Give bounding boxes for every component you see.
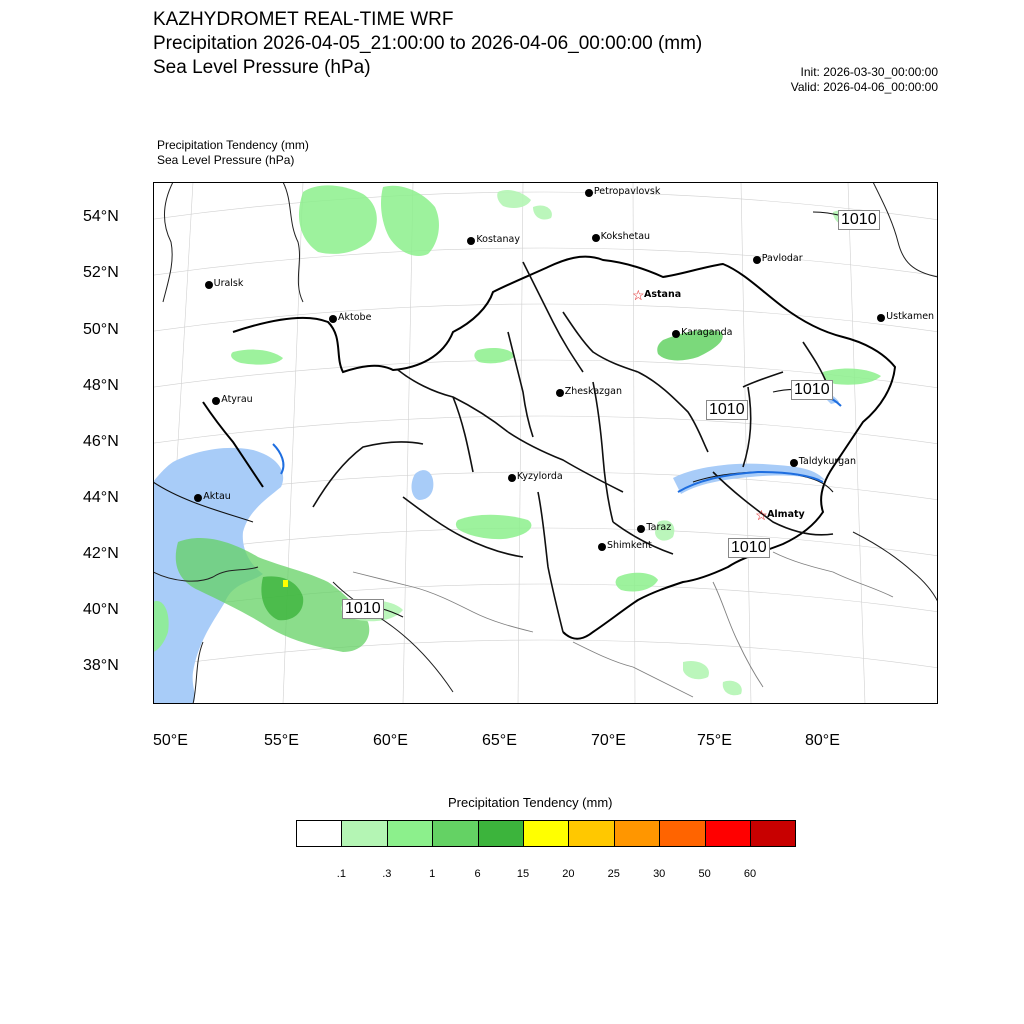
city-label-shimkent: Shimkent	[606, 540, 652, 552]
isobar-label-aral: 1010	[342, 599, 384, 619]
lat-label-42: 42°N	[83, 545, 119, 562]
colorbar-swatch	[341, 820, 387, 847]
lon-label-65: 65°E	[482, 732, 517, 749]
colorbar-label: 50	[698, 868, 711, 880]
neighbor-borders	[353, 552, 893, 697]
precip-kostanay	[474, 348, 515, 363]
colorbar-swatch	[705, 820, 751, 847]
precip-north-2	[381, 186, 439, 256]
city-label-kostanay: Kostanay	[476, 234, 520, 246]
lat-label-38: 38°N	[83, 657, 119, 674]
field-label-slp: Sea Level Pressure (hPa)	[157, 153, 295, 167]
colorbar-title: Precipitation Tendency (mm)	[448, 795, 613, 810]
title-line-1: KAZHYDROMET REAL-TIME WRF	[153, 9, 454, 30]
city-dot-icon	[877, 314, 885, 322]
colorbar-label: 1	[429, 868, 436, 880]
colorbar-swatch	[296, 820, 342, 847]
colorbar-swatch	[523, 820, 569, 847]
city-label-almaty: Almaty	[767, 508, 805, 520]
precip-south-yellow	[283, 580, 288, 587]
lon-label-80: 80°E	[805, 732, 840, 749]
colorbar-swatch	[614, 820, 660, 847]
precip-north-3	[497, 190, 531, 208]
colorbar-label: 20	[562, 868, 575, 880]
colorbar-label: .1	[336, 868, 346, 880]
city-label-aktau: Aktau	[203, 491, 231, 503]
colorbar-label: .3	[382, 868, 392, 880]
weather-map	[153, 182, 938, 704]
precip-south-1	[683, 661, 709, 679]
lat-label-46: 46°N	[83, 433, 119, 450]
lat-label-44: 44°N	[83, 489, 119, 506]
city-label-kyzylorda: Kyzylorda	[516, 470, 563, 482]
lat-label-54: 54°N	[83, 208, 119, 225]
city-label-taraz: Taraz	[646, 522, 672, 534]
city-label-astana: Astana	[644, 289, 682, 301]
city-dot-icon	[790, 459, 798, 467]
city-dot-icon	[508, 474, 516, 482]
colorbar-label: 25	[607, 868, 620, 880]
city-label-aktobe: Aktobe	[338, 311, 372, 323]
city-label-atyrau: Atyrau	[221, 394, 253, 406]
precip-south-2	[723, 681, 742, 696]
lon-label-70: 70°E	[591, 732, 626, 749]
colorbar-swatch	[659, 820, 705, 847]
lon-label-75: 75°E	[697, 732, 732, 749]
lon-label-50: 50°E	[153, 732, 188, 749]
precip-kyzylorda	[456, 515, 532, 539]
isobar-label-ustkamen: 1010	[791, 380, 833, 400]
title-line-3: Sea Level Pressure (hPa)	[153, 57, 371, 78]
colorbar-swatch	[750, 820, 796, 847]
lon-label-55: 55°E	[264, 732, 299, 749]
lat-label-40: 40°N	[83, 601, 119, 618]
colorbar-swatch	[432, 820, 478, 847]
city-dot-icon	[753, 256, 761, 264]
city-label-taldykurgan: Taldykurgan	[798, 455, 856, 467]
isobar-label-ne: 1010	[838, 210, 880, 230]
valid-time: Valid: 2026-04-06_00:00:00	[790, 80, 938, 94]
field-label-precip: Precipitation Tendency (mm)	[157, 138, 309, 152]
city-dot-icon	[556, 389, 564, 397]
balkhash-lake	[673, 464, 825, 494]
colorbar-swatch	[478, 820, 524, 847]
isobar-label-karaganda: 1010	[706, 400, 748, 420]
lat-label-48: 48°N	[83, 377, 119, 394]
colorbar-label: 30	[653, 868, 666, 880]
aral-sea	[412, 470, 434, 500]
lat-label-52: 52°N	[83, 264, 119, 281]
colorbar-label: 6	[474, 868, 481, 880]
city-dot-icon	[329, 315, 337, 323]
init-time: Init: 2026-03-30_00:00:00	[800, 65, 938, 79]
precip-north-4	[533, 205, 552, 219]
city-label-karaganda: Karaganda	[681, 327, 733, 339]
precip-taraz	[616, 573, 658, 592]
city-label-kokshetau: Kokshetau	[600, 231, 651, 243]
colorbar-label: 15	[516, 868, 530, 880]
city-label-ustkamen: Ustkamen	[886, 310, 935, 322]
city-label-pavlodar: Pavlodar	[761, 252, 803, 264]
capital-star-icon: ☆	[755, 506, 768, 523]
precip-uralsk	[231, 350, 283, 365]
city-dot-icon	[592, 234, 600, 242]
isobar-label-almaty: 1010	[728, 538, 770, 558]
colorbar-label: 60	[743, 868, 757, 880]
colorbar-swatch	[387, 820, 433, 847]
region-borders	[313, 262, 833, 632]
city-label-petropavlovsk: Petropavlovsk	[593, 186, 661, 198]
capital-star-icon: ☆	[632, 287, 645, 304]
city-label-zheskazgan: Zheskazgan	[564, 386, 623, 398]
colorbar-swatch	[568, 820, 614, 847]
city-dot-icon	[205, 281, 213, 289]
city-label-uralsk: Uralsk	[213, 278, 244, 290]
title-line-2: Precipitation 2026-04-05_21:00:00 to 2026-04-06_00:00:00 (mm)	[153, 33, 703, 54]
lat-label-50: 50°N	[83, 321, 119, 338]
lon-label-60: 60°E	[373, 732, 408, 749]
precip-north-1	[299, 185, 377, 253]
